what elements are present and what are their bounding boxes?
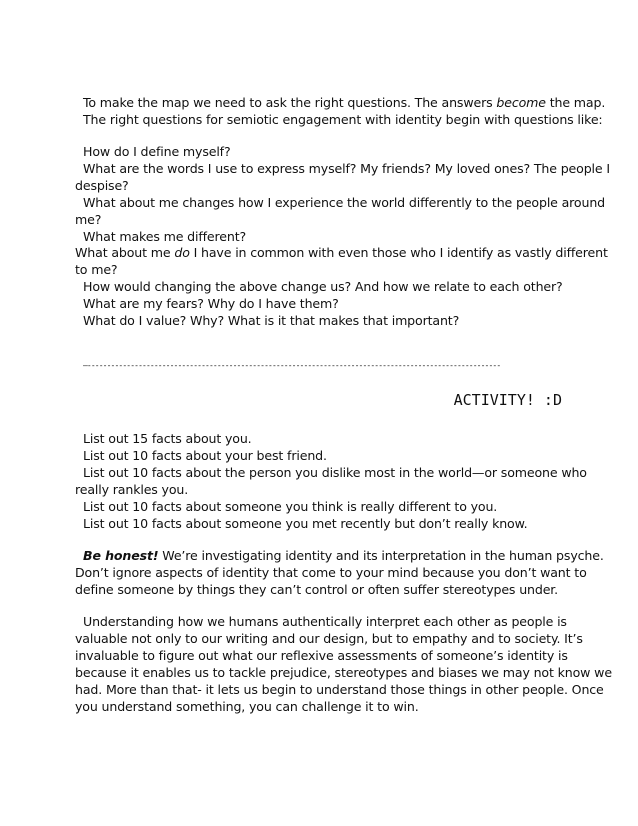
- honest-line-1: [83, 547, 604, 564]
- question-7: What are my fears? Why do I have them?: [83, 296, 339, 311]
- section-divider: —---------------------------------------------------------------------------------------------------------: [83, 361, 501, 370]
- intro-text: To make the map we need to ask the right questions. The answers: [83, 95, 497, 110]
- activity-item-3: List out 10 facts about the person you dislike most in the world—or someone who: [83, 465, 587, 480]
- honest-text: We’re investigating identity and its interpretation in the human psyche.: [158, 548, 604, 563]
- closing-line-4: because it enables us to tackle prejudice, stereotypes and biases we may not know we: [75, 665, 612, 680]
- intro-line-2: The right questions for semiotic engagement with identity begin with questions like:: [83, 112, 603, 127]
- intro-emphasis: become: [496, 95, 546, 110]
- activity-item-5: List out 10 facts about someone you met recently but don’t really know.: [83, 516, 528, 531]
- closing-line-2: valuable not only to our writing and our design, but to empathy and to society. It’s: [75, 631, 583, 646]
- question-1: How do I define myself?: [83, 144, 231, 159]
- honest-line-2: Don’t ignore aspects of identity that come to your mind because you don’t want to: [75, 565, 587, 580]
- intro-text-end: the map.: [545, 95, 606, 110]
- closing-line-5: had. More than that- it lets us begin to understand those things in other people. Once: [75, 682, 604, 697]
- activity-item-4: List out 10 facts about someone you think is really different to you.: [83, 499, 498, 514]
- question-5: [75, 244, 608, 261]
- question-5-emphasis: do: [174, 245, 190, 260]
- question-8: What do I value? Why? What is it that makes that important?: [83, 313, 460, 328]
- question-2: What are the words I use to express myself? My friends? My loved ones? The people I: [83, 161, 610, 176]
- question-3-continued: me?: [75, 212, 102, 227]
- honest-lead: Be honest!: [83, 548, 159, 563]
- intro-line-1: [83, 94, 605, 111]
- question-5-continued: to me?: [75, 262, 118, 277]
- activity-item-3-continued: really rankles you.: [75, 482, 189, 497]
- question-3: What about me changes how I experience the world differently to the people around: [83, 195, 605, 210]
- question-4: What makes me different?: [83, 229, 247, 244]
- activity-item-2: List out 10 facts about your best friend.: [83, 448, 327, 463]
- closing-line-1: Understanding how we humans authentically interpret each other as people is: [83, 614, 567, 629]
- closing-line-6: you understand something, you can challenge it to win.: [75, 699, 419, 714]
- closing-line-3: invaluable to figure out what our reflexive assessments of someone’s identity is: [75, 648, 568, 663]
- activity-item-1: List out 15 facts about you.: [83, 431, 252, 446]
- activity-heading: ACTIVITY! :D: [453, 391, 562, 409]
- honest-line-3: define someone by things they can’t control or often suffer stereotypes under.: [75, 582, 559, 597]
- question-2-continued: despise?: [75, 178, 129, 193]
- question-5-text-end: I have in common with even those who I identify as vastly different: [189, 245, 608, 260]
- question-5-text: What about me: [75, 245, 175, 260]
- question-6: How would changing the above change us? And how we relate to each other?: [83, 279, 563, 294]
